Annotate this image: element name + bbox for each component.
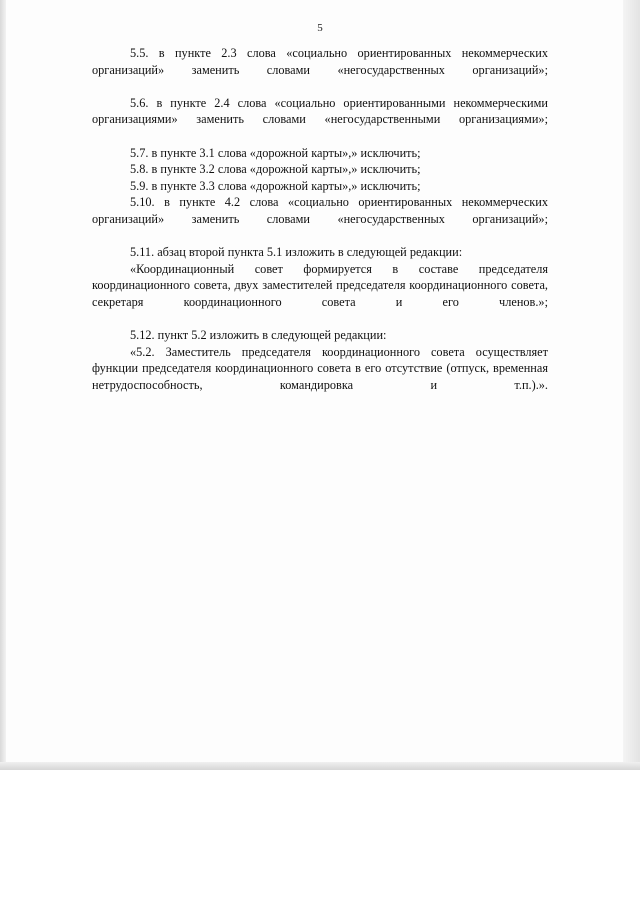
paragraph-item-5-12: 5.12. пункт 5.2 изложить в следующей редакции:: [130, 328, 387, 343]
page-background-below-sheet: [0, 770, 640, 905]
paragraph-item-5-7: 5.7. в пункте 3.1 слова «дорожной карты»,» исключить;: [130, 145, 421, 160]
document-body: [92, 45, 548, 410]
page-number: 5: [317, 22, 323, 34]
paragraph-item-5-6: 5.6. в пункте 2.4 слова «социально ориентированными некоммерческими организациями» заменить словами «негосударственными организациями»;: [92, 95, 548, 127]
paragraph-quote-item-5-2: «5.2. Заместитель председателя координационного совета осуществляет функции председателя координационного совета в его отсутствие (отпуск, временная нетрудоспособность, командировка и т.п.).».: [92, 344, 548, 392]
sheet-right-edge: [623, 0, 640, 770]
paragraph-item-5-10: 5.10. в пункте 4.2 слова «социально ориентированных некоммерческих организаций» заменить словами «негосударственных организаций»;: [92, 195, 548, 226]
sheet-left-edge: [0, 0, 6, 770]
paragraph-item-5-11: 5.11. абзац второй пункта 5.1 изложить в следующей редакции:: [130, 245, 463, 260]
sheet-bottom-edge: [0, 762, 640, 770]
paragraph-item-5-9: 5.9. в пункте 3.3 слова «дорожной карты»,» исключить;: [130, 178, 421, 193]
paragraph-item-5-5: 5.5. в пункте 2.3 слова «социально ориентированных некоммерческих организаций» заменить словами «негосударственных организаций»;: [92, 46, 548, 77]
paragraph-item-5-8: 5.8. в пункте 3.2 слова «дорожной карты»,» исключить;: [130, 162, 421, 177]
paragraph-quote-koordinacionnyj-sovet: «Координационный совет формируется в составе председателя координационного совета, двух заместителей председателя координационного совета, секретаря координационного совета и его членов.»;: [92, 261, 548, 309]
